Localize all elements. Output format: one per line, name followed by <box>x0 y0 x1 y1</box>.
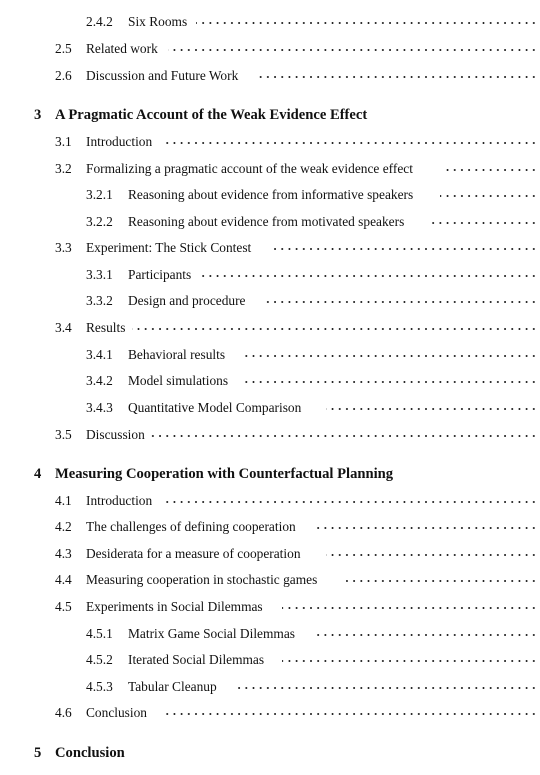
toc-entry-number: 4.5.1 <box>86 626 113 641</box>
toc-entry-number: 4.1 <box>55 493 72 508</box>
toc-entry-number: 4.6 <box>55 705 72 720</box>
toc-entry-number: 3.5 <box>55 427 72 442</box>
dot-leader <box>202 275 540 277</box>
toc-entry[interactable] <box>0 651 540 669</box>
toc-entry[interactable] <box>0 346 540 364</box>
toc-entry-number: 4.4 <box>55 572 72 587</box>
toc-entry-number: 3.2.1 <box>86 187 113 202</box>
toc-entry[interactable] <box>0 292 540 310</box>
toc-entry[interactable] <box>0 598 540 616</box>
toc-entry[interactable] <box>0 399 540 417</box>
toc-entry[interactable] <box>0 704 540 722</box>
toc-entry[interactable] <box>0 213 540 231</box>
toc-entry-number: 4.5.2 <box>86 652 113 667</box>
toc-entry-title: Tabular Cleanup <box>128 679 217 694</box>
dot-leader <box>430 222 540 224</box>
toc-entry-number: 3.1 <box>55 134 72 149</box>
dot-leader <box>316 527 540 529</box>
toc-entry-number: 3.2 <box>55 161 72 176</box>
toc-entry[interactable] <box>0 160 540 178</box>
toc-entry-number: 3.2.2 <box>86 214 113 229</box>
toc-entry[interactable] <box>0 518 540 536</box>
toc-chapter-title: Measuring Cooperation with Counterfactual Planning <box>55 466 394 482</box>
toc-entry-title: Conclusion <box>86 705 148 720</box>
toc-entry-title: Experiment: The Stick Contest <box>86 240 252 255</box>
toc-entry-title: Experiments in Social Dilemmas <box>86 599 263 614</box>
toc-entry-title: Related work <box>86 41 158 56</box>
dot-leader <box>168 49 540 51</box>
toc-entry-number: 3.4.2 <box>86 373 113 388</box>
toc-entry-title: Model simulations <box>128 373 229 388</box>
toc-chapter-number: 5 <box>34 745 42 761</box>
toc-entry-title: Reasoning about evidence from informative speakers <box>128 187 414 202</box>
toc-entry[interactable] <box>0 492 540 510</box>
toc-entry-title: Results <box>86 320 126 335</box>
toc-entry-title: Formalizing a pragmatic account of the weak evidence effect <box>86 161 413 176</box>
toc-chapter[interactable] <box>0 744 540 762</box>
toc-entry-number: 3.3 <box>55 240 72 255</box>
toc-chapter[interactable] <box>0 106 540 124</box>
toc-entry[interactable] <box>0 13 540 31</box>
toc-entry-number: 2.5 <box>55 41 72 56</box>
dot-leader <box>234 687 540 689</box>
toc-entry[interactable] <box>0 678 540 696</box>
dot-leader <box>262 301 540 303</box>
toc-chapter[interactable] <box>0 465 540 483</box>
toc-chapter-title: A Pragmatic Account of the Weak Evidence Effect <box>55 107 368 123</box>
dot-leader <box>442 169 540 171</box>
dot-leader <box>326 554 540 556</box>
toc-entry-number: 4.5 <box>55 599 72 614</box>
dot-leader <box>150 435 540 437</box>
toc-entry-number: 3.3.2 <box>86 293 113 308</box>
toc-entry-number: 3.4 <box>55 320 72 335</box>
toc-entry[interactable] <box>0 266 540 284</box>
toc-entry-title: Six Rooms <box>128 14 188 29</box>
toc-entry[interactable] <box>0 571 540 589</box>
toc-entry-title: The challenges of defining cooperation <box>86 519 296 534</box>
toc-entry[interactable] <box>0 426 540 444</box>
toc-entry-number: 2.6 <box>55 68 72 83</box>
toc-entry-title: Discussion <box>86 427 145 442</box>
dot-leader <box>282 660 540 662</box>
dot-leader <box>164 713 540 715</box>
toc-entry-number: 3.4.1 <box>86 347 113 362</box>
toc-entry[interactable] <box>0 319 540 337</box>
toc-entry-number: 4.3 <box>55 546 72 561</box>
toc-entry-number: 4.2 <box>55 519 72 534</box>
toc-chapter-title: Conclusion <box>55 745 125 761</box>
dot-leader <box>282 607 540 609</box>
dot-leader <box>346 580 540 582</box>
dot-leader <box>256 76 540 78</box>
toc-entry-title: Discussion and Future Work <box>86 68 239 83</box>
toc-entry-title: Introduction <box>86 134 153 149</box>
toc-entry[interactable] <box>0 625 540 643</box>
toc-entry-number: 3.4.3 <box>86 400 113 415</box>
toc-entry-title: Iterated Social Dilemmas <box>128 652 265 667</box>
toc-entry-title: Measuring cooperation in stochastic games <box>86 572 318 587</box>
dot-leader <box>196 22 540 24</box>
toc-entry[interactable] <box>0 372 540 390</box>
toc-entry-title: Desiderata for a measure of cooperation <box>86 546 301 561</box>
toc-entry[interactable] <box>0 545 540 563</box>
toc-chapter-number: 3 <box>34 107 42 123</box>
toc-chapter-number: 4 <box>34 466 42 482</box>
dot-leader <box>164 142 540 144</box>
toc-entry[interactable] <box>0 40 540 58</box>
dot-leader <box>440 195 540 197</box>
toc-entry[interactable] <box>0 67 540 85</box>
toc-entry-title: Behavioral results <box>128 347 226 362</box>
dot-leader <box>242 381 540 383</box>
dot-leader <box>242 355 540 357</box>
toc-entry-title: Reasoning about evidence from motivated speakers <box>128 214 405 229</box>
dot-leader <box>164 501 540 503</box>
dot-leader <box>326 408 540 410</box>
dot-leader <box>132 328 540 330</box>
toc-entry-number: 2.4.2 <box>86 14 113 29</box>
toc-entry-title: Design and procedure <box>128 293 246 308</box>
toc-entry-number: 4.5.3 <box>86 679 113 694</box>
dot-leader <box>316 634 540 636</box>
toc-entry-title: Participants <box>128 267 192 282</box>
toc-entry[interactable] <box>0 239 540 257</box>
toc-entry-title: Matrix Game Social Dilemmas <box>128 626 295 641</box>
toc-entry-number: 3.3.1 <box>86 267 113 282</box>
dot-leader <box>272 248 540 250</box>
toc-entry[interactable] <box>0 186 540 204</box>
toc-entry-title: Introduction <box>86 493 153 508</box>
toc-entry-title: Quantitative Model Comparison <box>128 400 302 415</box>
toc-entry[interactable] <box>0 133 540 151</box>
